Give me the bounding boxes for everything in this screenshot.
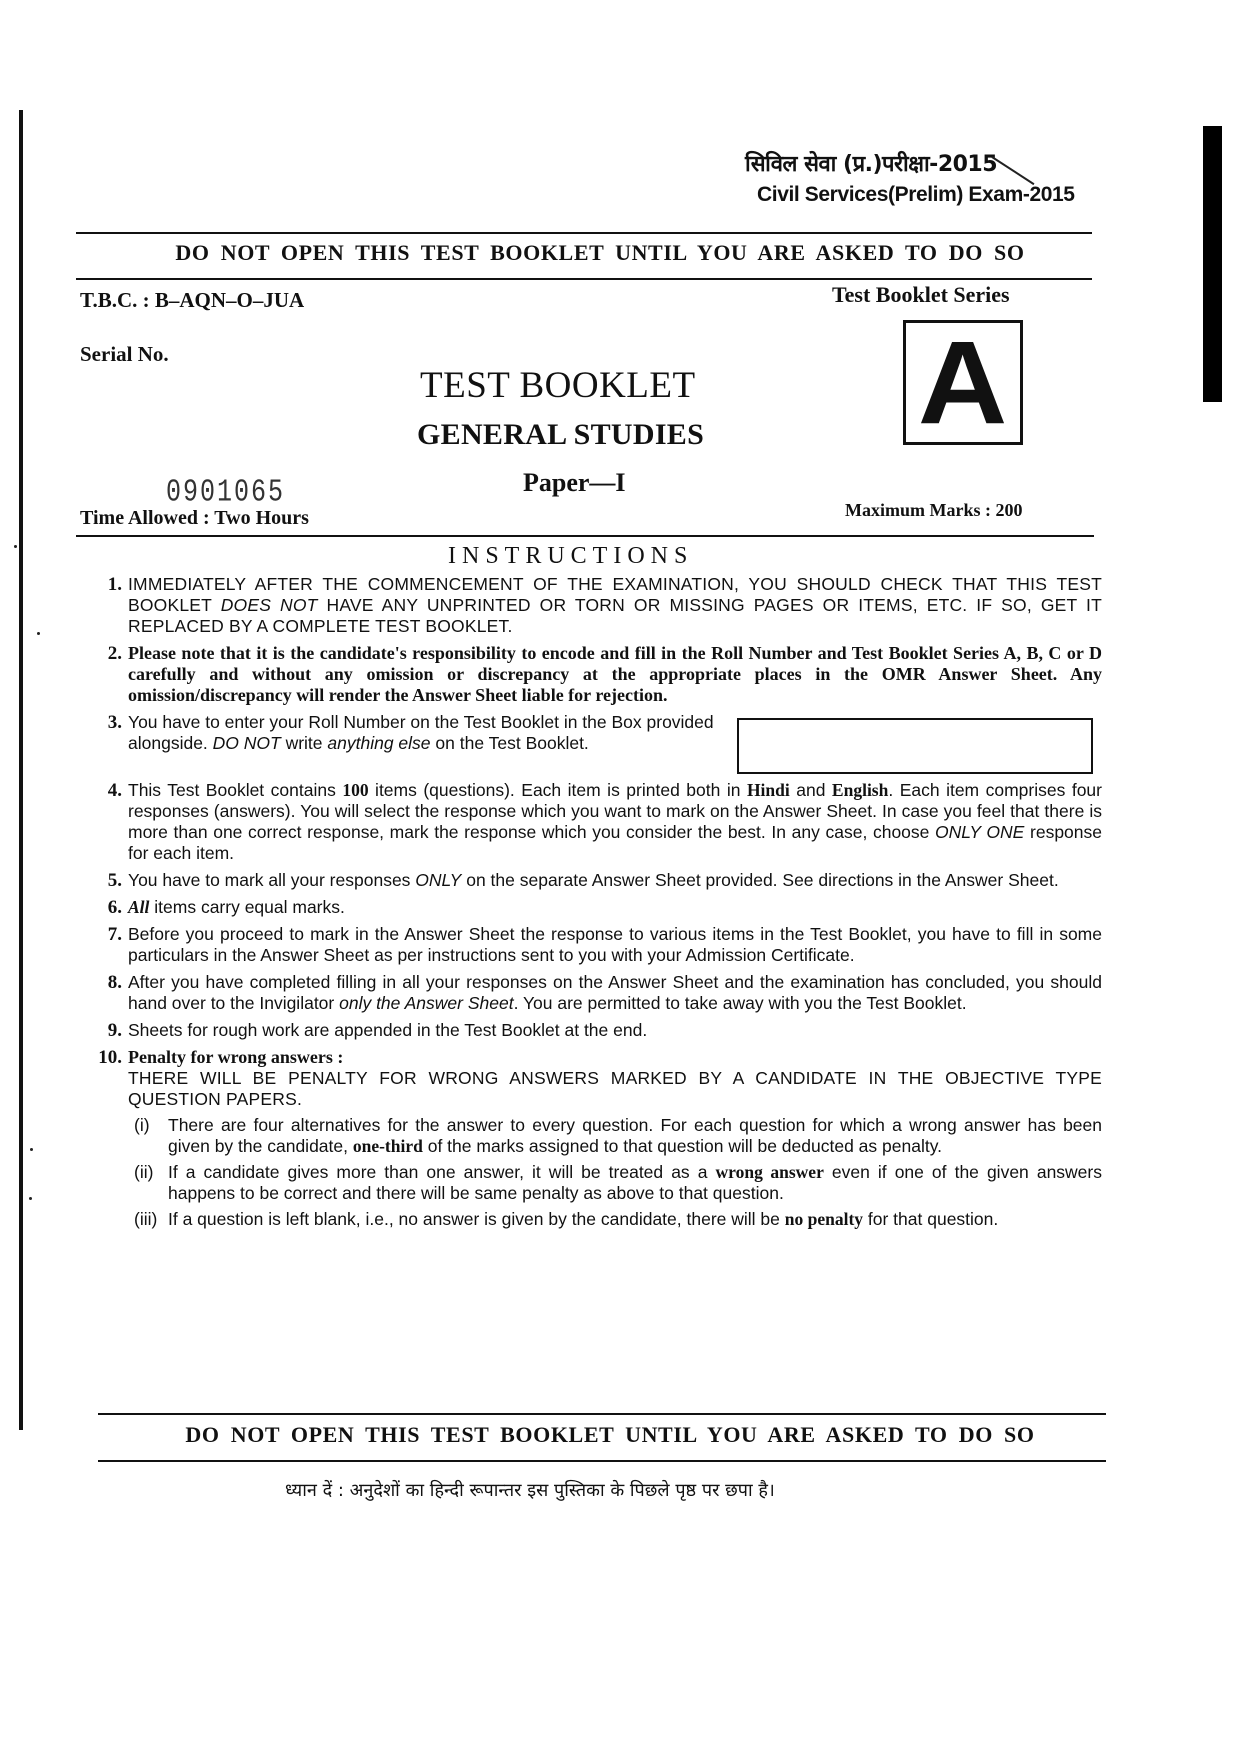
- scan-speck: [29, 1197, 32, 1200]
- banner-bottom: DO NOT OPEN THIS TEST BOOKLET UNTIL YOU ARE ASKED TO DO SO: [185, 1422, 1035, 1447]
- serial-number: 0901065: [166, 474, 286, 511]
- maximum-marks: Maximum Marks : 200: [845, 500, 1023, 520]
- scan-left-edge: [19, 110, 23, 1430]
- booklet-title: TEST BOOKLET: [420, 365, 696, 406]
- scan-right-bar: [1203, 126, 1222, 402]
- instruction-item: 4. This Test Booklet contains 100 items (questions). Each item is printed both in Hindi and English. Each item comprises four responses (answers). You will select the response which you want to mark on the Answer Sheet. In case you feel that there is more than one correct response, mark the response which you consider the best. In any case, choose ONLY ONE response for each item.: [107, 780, 1102, 863]
- hindi-note: ध्यान दें : अनुदेशों का हिन्दी रूपान्तर इस पुस्तिका के पिछले पृष्ठ पर छपा है।: [285, 1480, 775, 1501]
- divider: [76, 278, 1092, 280]
- instruction-item: 6. All items carry equal marks.: [107, 897, 345, 918]
- pen-mark: [991, 156, 1034, 185]
- instruction-item: 10. Penalty for wrong answers : THERE WILL BE PENALTY FOR WRONG ANSWERS MARKED BY A CANDIDATE IN THE OBJECTIVE TYPE QUESTION PAPERS. (i) There are four alternatives for the answer to every question. For each question for which a wrong answer has been given by the candidate, one-third of the marks assigned to that question will be deducted as penalty. (ii) If a candidate gives more than one answer, it will be treated as a wrong answer even if one of the given answers happens to be correct and there will be same penalty as above to that question. (iii) If a question is left blank, i.e., no answer is given by the candidate, there will be no penalty for that question.: [98, 1047, 1102, 1229]
- instructions-heading: INSTRUCTIONS: [448, 543, 694, 569]
- divider: [98, 1460, 1106, 1462]
- penalty-subitem: (i) There are four alternatives for the answer to every question. For each question for which a wrong answer has been given by the candidate, one-third of the marks assigned to that question will be deducted as penalty.: [134, 1115, 1102, 1156]
- instruction-item: 8. After you have completed filling in all your responses on the Answer Sheet and the examination has concluded, you should hand over to the Invigilator only the Answer Sheet. You are permitted to take away with you the Test Booklet.: [107, 972, 1102, 1013]
- subject-title: GENERAL STUDIES: [417, 418, 705, 451]
- banner-top: DO NOT OPEN THIS TEST BOOKLET UNTIL YOU ARE ASKED TO DO SO: [175, 240, 1025, 265]
- instruction-item: 1. IMMEDIATELY AFTER THE COMMENCEMENT OF THE EXAMINATION, YOU SHOULD CHECK THAT THIS TEST BOOKLET DOES NOT HAVE ANY UNPRINTED OR TORN OR MISSING PAGES OR ITEMS, ETC. IF SO, GET IT REPLACED BY A COMPLETE TEST BOOKLET.: [107, 574, 1103, 636]
- penalty-subitem: (iii) If a question is left blank, i.e., no answer is given by the candidate, there will be no penalty for that question.: [134, 1209, 999, 1229]
- tbc-code: T.B.C. : B–AQN–O–JUA: [80, 288, 305, 312]
- instruction-item: 5. You have to mark all your responses ONLY on the separate Answer Sheet provided. See directions in the Answer Sheet.: [107, 870, 1059, 891]
- divider: [76, 232, 1092, 234]
- serial-label: Serial No.: [80, 342, 169, 366]
- instruction-item: 9. Sheets for rough work are appended in the Test Booklet at the end.: [107, 1020, 648, 1041]
- divider: [98, 1413, 1106, 1415]
- exam-name-english: Civil Services(Prelim) Exam-2015: [757, 183, 1075, 206]
- series-box: [903, 316, 1023, 449]
- instructions-list: [92, 574, 1102, 1236]
- paper-label: Paper—I: [523, 468, 626, 497]
- penalty-heading: Penalty for wrong answers :: [128, 1047, 344, 1067]
- instruction-item: 3. You have to enter your Roll Number on the Test Booklet in the Box provided alongside. DO NOT write anything else on the Test Booklet.: [92, 712, 1102, 774]
- test-booklet-series-label: Test Booklet Series: [832, 282, 1010, 307]
- exam-name-hindi: सिविल सेवा (प्र.)परीक्षा-2015: [745, 152, 998, 177]
- penalty-subitem: (ii) If a candidate gives more than one answer, it will be treated as a wrong answer even if one of the given answers happens to be correct and there will be same penalty as above to that question.: [134, 1162, 1102, 1203]
- instruction-item: 2. Please note that it is the candidate's responsibility to encode and fill in the Roll Number and Test Booklet Series A, B, C or D carefully and without any omission or discrepancy at the appropriate places in the OMR Answer Sheet. Any omission/discrepancy will render the Answer Sheet liable for rejection.: [107, 643, 1102, 705]
- scan-speck: [30, 1148, 33, 1151]
- series-letter: A: [918, 316, 1008, 449]
- roll-number-box[interactable]: [737, 718, 1093, 774]
- scan-speck: [14, 545, 17, 548]
- instruction-item: 7. Before you proceed to mark in the Answer Sheet the response to various items in the Test Booklet, you have to fill in some particulars in the Answer Sheet as per instructions sent to you with your Admission Certificate.: [107, 924, 1102, 965]
- scan-speck: [37, 632, 40, 635]
- time-allowed: Time Allowed : Two Hours: [80, 507, 309, 529]
- divider: [76, 535, 1094, 537]
